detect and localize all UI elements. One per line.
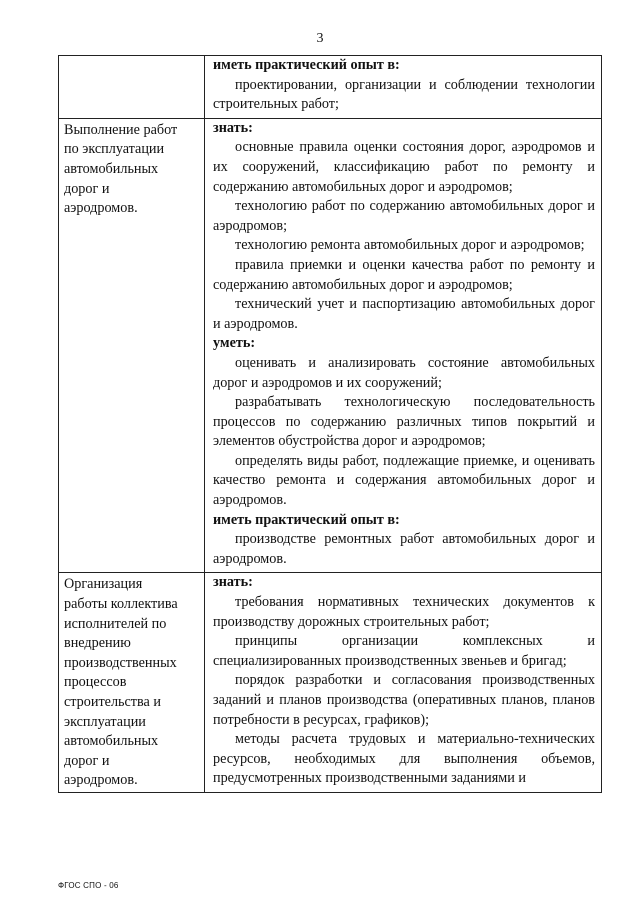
table-row: [59, 573, 602, 793]
requirements-cell: [205, 118, 602, 573]
requirement-item: проектировании, организации и соблюдении технологии строительных работ;: [213, 76, 595, 113]
activity-name-line: автомобильных: [64, 733, 159, 750]
activity-name-line: по эксплуатации: [64, 141, 165, 158]
activity-cell: [59, 573, 205, 793]
section-heading: знать:: [213, 119, 253, 136]
section-heading: уметь:: [213, 335, 256, 352]
section-heading: иметь практический опыт в:: [213, 511, 400, 528]
activity-name-line: процессов: [64, 674, 127, 691]
requirement-item: правила приемки и оценки качества работ по ремонту и содержанию автомобильных дорог и аэродромов;: [213, 256, 595, 293]
requirement-item: определять виды работ, подлежащие приемке, и оценивать качество ремонта и содержания автомобильных дорог и аэродромов.: [213, 452, 595, 509]
activity-name-line: автомобильных: [64, 160, 159, 177]
activity-name-line: дорог и: [64, 752, 110, 769]
requirement-item: оценивать и анализировать состояние автомобильных дорог и аэродромов и их сооружений;: [213, 354, 595, 391]
activity-name-line: строительства и: [64, 694, 161, 710]
requirements-cell: [205, 56, 602, 119]
requirements-cell: [205, 573, 602, 793]
activity-name-line: Организация: [64, 576, 143, 593]
requirement-item: разрабатывать технологическую последовательность процессов по содержанию различных типов покрытий и элементов обустройства дорог и аэродромов;: [213, 394, 595, 450]
requirement-item: порядок разработки и согласования производственных заданий и планов производства (оперативных планов, планов потребности в ресурсах, графиков);: [213, 672, 595, 728]
activity-name-line: производственных: [64, 654, 177, 671]
activity-cell: [59, 56, 205, 119]
requirement-item: основные правила оценки состояния дорог, аэродромов и их сооружений, классификацию работ по ремонту и содержанию автомобильных дорог и аэродромов;: [213, 139, 595, 195]
activity-name-line: Выполнение работ: [64, 121, 178, 138]
table-row: [59, 56, 602, 119]
activity-cell: [59, 118, 205, 573]
requirement-item: требования нормативных технических документов к производству дорожных строительных работ;: [213, 594, 595, 630]
requirement-item: технологию работ по содержанию автомобильных дорог и аэродромов;: [213, 198, 595, 234]
activity-name-line: исполнителей по: [64, 615, 167, 632]
requirement-item: методы расчета трудовых и материально-технических ресурсов, необходимых для выполнения объемов, предусмотренных производственными заданиями и: [213, 731, 595, 787]
requirement-item: производстве ремонтных работ автомобильных дорог и аэродромов.: [213, 531, 595, 567]
activity-name-line: дорог и: [64, 180, 110, 197]
activity-name-line: внедрению: [64, 635, 131, 652]
table-row: [59, 118, 602, 573]
activity-name-line: аэродромов.: [64, 772, 138, 789]
activity-name-line: работы коллектива: [64, 596, 178, 613]
activity-name-line: аэродромов.: [64, 200, 138, 217]
requirement-item: принципы организации комплексных и специализированных производственных звеньев и бригад;: [213, 633, 595, 669]
activity-name-line: эксплуатации: [64, 713, 146, 730]
document-footer: ФГОС СПО - 06: [58, 881, 119, 890]
requirement-item: технический учет и паспортизацию автомобильных дорог и аэродромов.: [213, 296, 595, 332]
competency-table: [58, 55, 602, 793]
section-heading: иметь практический опыт в:: [213, 57, 400, 73]
page-number: 3: [316, 31, 324, 46]
requirement-item: технологию ремонта автомобильных дорог и аэродромов;: [235, 237, 585, 254]
section-heading: знать:: [213, 574, 253, 591]
